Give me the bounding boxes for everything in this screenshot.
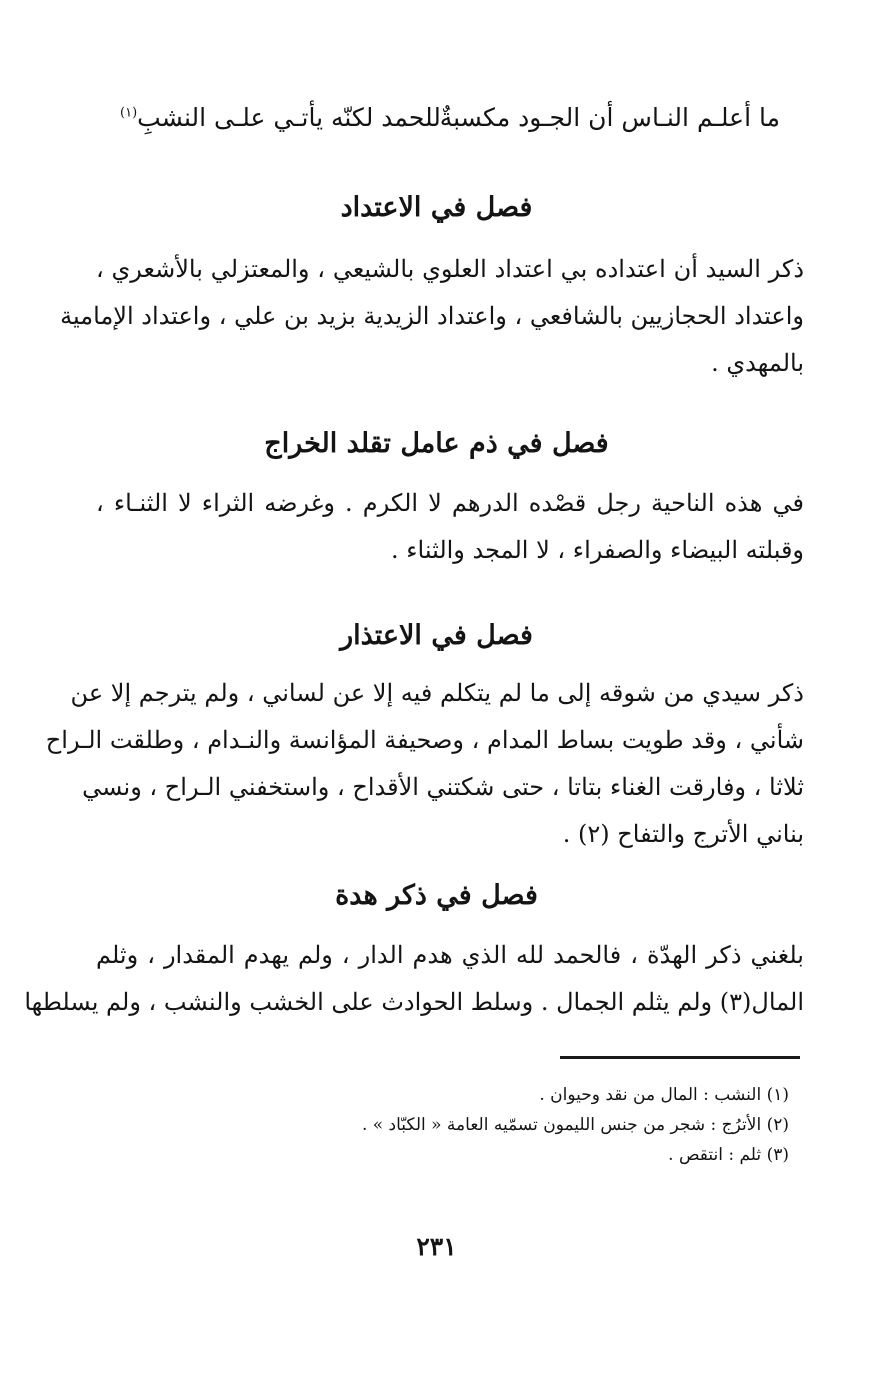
footnote: (١) النشب : المال من نقد وحيوان .	[539, 1085, 789, 1105]
footnote-marker: (١)	[120, 105, 138, 121]
footnote: (٢) الأترُج : شجر من جنس الليمون تسمّيه العامة « الكبّاد » .	[361, 1115, 789, 1135]
paragraph-line: بناني الأترج والتفاح (٢) .	[562, 820, 804, 848]
section-heading: فصل في الاعتذار	[340, 620, 533, 651]
footnotes	[229, 1080, 789, 1170]
verse-second-hemistich: للحمد لكنّه يأتـي علـى النشبِ	[137, 103, 441, 132]
paragraph-line: في هذه الناحية رجل قصْده الدرهم لا الكرم . وغرضه الثراء لا الثنـاء ،	[96, 489, 804, 517]
footnote: (٣) ثلم : انتقص .	[668, 1145, 789, 1165]
section-heading: فصل في ذكر هدة	[335, 880, 538, 911]
paragraph-line: ثلاثا ، وفارقت الغناء بتاتا ، حتى شكتني الأقداح ، واستخفني الـراح ، ونسي	[82, 773, 804, 801]
paragraph-line: بالمهدي .	[711, 349, 804, 377]
verse-second-hemistich-wrap	[120, 96, 441, 140]
paragraph-line: واعتداد الحجازيين بالشافعي ، واعتداد الزيدية بزيد بن علي ، واعتداد الإمامية	[60, 302, 804, 330]
section-paragraph	[60, 246, 805, 387]
verse-first-hemistich: ما أعلـم النـاس أن الجـود مكسبةٌ	[439, 103, 780, 132]
paragraph-line: بلغني ذكر الهدّة ، فالحمد لله الذي هدم الدار ، ولم يهدم المقدار ، وثلم	[96, 941, 804, 969]
paragraph-line: ذكر السيد أن اعتداده بي اعتداد العلوي بالشيعي ، والمعتزلي بالأشعري ،	[96, 255, 805, 283]
paragraph-line: المال(٣) ولم يثلم الجمال . وسلط الحوادث على الخشب والنشب ، ولم يسلطها	[24, 988, 804, 1016]
paragraph-line: شأني ، وقد طويت بساط المدام ، وصحيفة المؤانسة والنـدام ، وطلقت الـراح	[45, 726, 804, 754]
paragraph-line: وقبلته البيضاء والصفراء ، لا المجد والثناء .	[390, 536, 804, 564]
section-heading: فصل في الاعتداد	[340, 192, 533, 223]
section-paragraph	[45, 670, 804, 858]
section-paragraph	[96, 480, 804, 574]
footnote-separator	[560, 1056, 800, 1059]
paragraph-line: ذكر سيدي من شوقه إلى ما لم يتكلم فيه إلا عن لساني ، ولم يترجم إلا عن	[70, 679, 804, 707]
poetry-verse	[120, 96, 780, 140]
section-paragraph	[24, 932, 804, 1026]
page-number: ٢٣١	[416, 1232, 457, 1261]
section-heading: فصل في ذم عامل تقلد الخراج	[264, 428, 609, 459]
